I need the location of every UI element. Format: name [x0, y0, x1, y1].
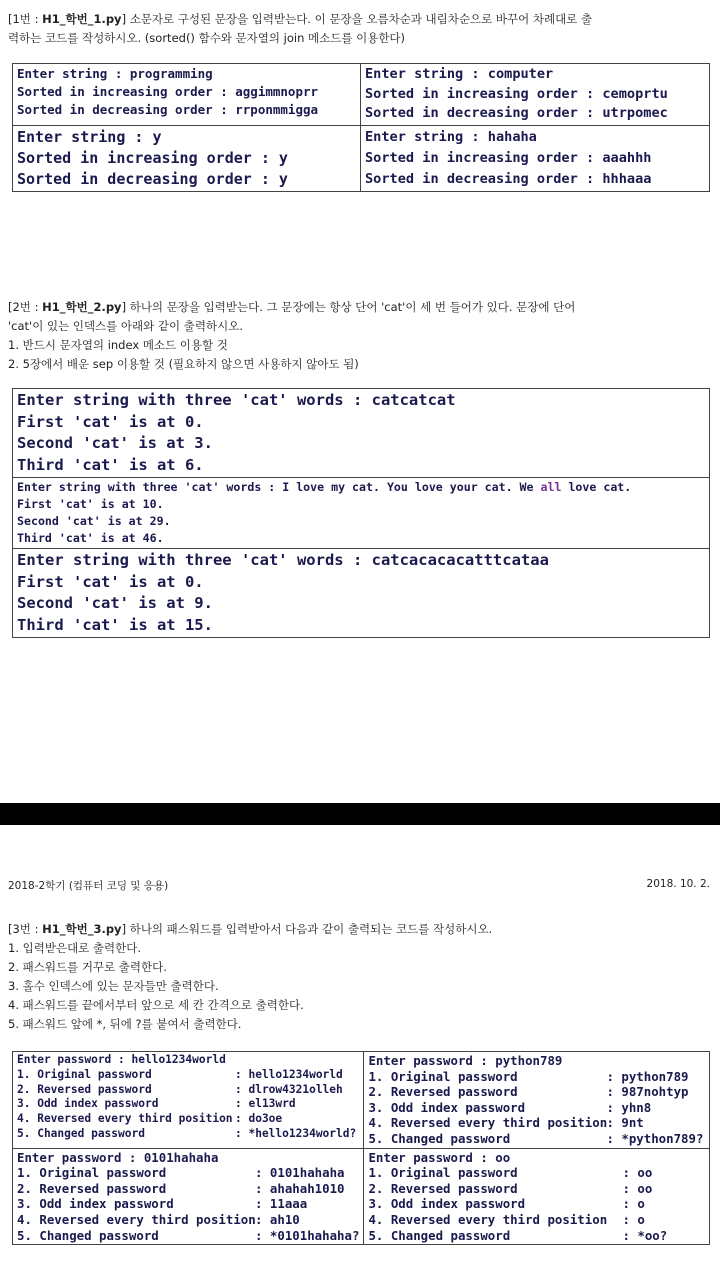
q3-value: : 11aaa	[255, 1196, 308, 1212]
q1-text-line2: 력하는 코드를 작성하시오. (sorted() 함수와 문자열의 join 메소드를 이용한다)	[8, 31, 406, 45]
q1-line: Enter string : computer	[365, 66, 554, 82]
q3-row	[17, 1097, 359, 1112]
q3-row	[368, 1165, 705, 1181]
q3-label: 5. Changed password	[368, 1130, 511, 1146]
page-divider	[0, 803, 720, 825]
q1-cell-programming	[13, 64, 361, 126]
q3-label: 3. Odd index password	[368, 1099, 526, 1115]
q3-cell-oo	[364, 1148, 710, 1245]
q3-label: 3. Odd index password	[368, 1196, 526, 1212]
q3-label: 2. Reversed password	[17, 1180, 167, 1196]
q3-value: : yhn8	[606, 1099, 652, 1115]
q3-row	[368, 1100, 705, 1116]
q3-row	[17, 1112, 359, 1127]
q3-rule-2: 2. 패스워드를 거꾸로 출력한다.	[8, 960, 167, 974]
q3-value: : do3oe	[235, 1112, 283, 1126]
q3-value: : dlrow4321olleh	[235, 1082, 343, 1096]
q3-rule-1: 1. 입력받은대로 출력한다.	[8, 941, 142, 955]
q2-line: Enter string with three 'cat' words : catcatcat	[17, 391, 456, 409]
q2-filename: H1_학번_2.py	[42, 300, 122, 314]
q3-instructions	[8, 920, 714, 1034]
q1-line: Enter string : hahaha	[365, 128, 537, 145]
q1-filename: H1_학번_1.py	[42, 12, 122, 26]
q2-line: Third 'cat' is at 6.	[17, 455, 204, 474]
q3-prefix: [3번 :	[8, 922, 43, 936]
q3-cell-0101hahaha	[13, 1148, 364, 1245]
q3-row	[368, 1212, 705, 1228]
q1-line: Sorted in decreasing order : hhhaaa	[365, 170, 652, 187]
q3-cell-hello1234world	[13, 1052, 364, 1149]
q3-row	[368, 1069, 705, 1085]
q1-line: Sorted in increasing order : y	[17, 148, 288, 167]
q1-line: Sorted in increasing order : cemoprtu	[365, 85, 668, 102]
q2-line: Second 'cat' is at 3.	[17, 434, 213, 452]
q3-label: 3. Odd index password	[17, 1196, 174, 1212]
q3-value: : ahahah1010	[255, 1180, 345, 1196]
q1-line: Sorted in decreasing order : y	[17, 169, 288, 188]
q3-cell-python789	[364, 1052, 710, 1149]
q3-label: 2. Reversed password	[368, 1180, 518, 1196]
q3-row	[17, 1196, 359, 1212]
q3-value: : *hello1234world?	[235, 1126, 357, 1140]
q3-label: 3. Odd index password	[17, 1097, 159, 1111]
q2-line: Enter string with three 'cat' words : catcacacacatttcataa	[17, 551, 549, 569]
q2-line	[17, 479, 705, 496]
q2-line: First 'cat' is at 10.	[17, 497, 164, 511]
q3-value: : *0101hahaha?	[255, 1227, 360, 1243]
q3-value: : 9nt	[606, 1115, 644, 1131]
q2-block-catcacaca	[13, 549, 710, 638]
q1-output-table	[12, 63, 710, 192]
q3-text: ] 하나의 패스워드를 입력받아서 다음과 같이 출력되는 코드를 작성하시오.	[121, 922, 493, 936]
q1-prefix: [1번 :	[8, 12, 43, 26]
q3-row	[17, 1127, 359, 1142]
page-header	[8, 878, 710, 893]
q3-value: : oo	[622, 1165, 653, 1181]
q2-rule-1: 1. 반드시 문자열의 index 메소드 이용할 것	[8, 338, 228, 352]
q3-row	[368, 1115, 705, 1131]
q2-instructions	[8, 298, 714, 374]
q2-line-part: love cat.	[561, 480, 632, 494]
q1-line: Sorted in increasing order : aaahhh	[365, 149, 652, 166]
q2-output-table	[12, 388, 710, 638]
q1-line: Sorted in decreasing order : utrpomec	[365, 105, 668, 121]
q3-row	[368, 1228, 705, 1244]
q2-line: First 'cat' is at 0.	[17, 412, 204, 431]
q2-line: First 'cat' is at 0.	[17, 572, 204, 591]
q1-line: Enter string : programming	[17, 66, 213, 81]
q3-row	[17, 1181, 359, 1197]
q3-row	[368, 1131, 705, 1147]
q2-text: ] 하나의 문장을 입력받는다. 그 문장에는 항상 단어 'cat'이 세 번 들어가 있다. 문장에 단어	[121, 300, 576, 314]
q3-label: 1. Original password	[17, 1067, 152, 1081]
q3-label: 5. Changed password	[17, 1227, 159, 1243]
q1-instructions	[8, 10, 714, 48]
q2-block-sentence	[13, 478, 710, 549]
q3-label: 5. Changed password	[17, 1126, 145, 1140]
q1-line: Enter string : y	[17, 127, 162, 146]
q3-value: : o	[622, 1196, 645, 1212]
q3-rule-3: 3. 홀수 인덱스에 있는 문자들만 출력한다.	[8, 979, 219, 993]
q3-label: 4. Reversed every third position	[368, 1211, 608, 1227]
q1-cell-hahaha	[361, 125, 710, 191]
q3-value: : *oo?	[622, 1227, 668, 1243]
q3-label: 5. Changed password	[368, 1227, 511, 1243]
header-date: 2018. 10. 2.	[646, 878, 710, 890]
q2-line: Third 'cat' is at 46.	[17, 531, 164, 545]
q1-text: ] 소문자로 구성된 문장을 입력받는다. 이 문장을 오름차순과 내림차순으로 바꾸어 차례대로 출	[121, 12, 593, 26]
q3-value: : *python789?	[606, 1130, 704, 1146]
q1-line: Sorted in decreasing order : rrponmmigga	[17, 102, 319, 117]
q3-prompt: Enter password : 0101hahaha	[17, 1149, 219, 1165]
q3-label: 4. Reversed every third position	[17, 1211, 256, 1227]
q3-label: 2. Reversed password	[368, 1084, 518, 1100]
q2-block-catcatcat	[13, 389, 710, 478]
q3-row	[368, 1181, 705, 1197]
q3-value: : el13wrd	[235, 1097, 296, 1111]
q3-label: 4. Reversed every third position	[17, 1112, 233, 1126]
q3-value: : 987nohtyp	[606, 1084, 689, 1100]
q3-prompt: Enter password : oo	[368, 1149, 511, 1165]
q2-rule-2: 2. 5장에서 배운 sep 이용할 것 (필요하지 않으면 사용하지 않아도 됨)	[8, 357, 359, 371]
q3-value: : 0101hahaha	[255, 1165, 345, 1181]
q3-rule-5: 5. 패스워드 앞에 *, 뒤에 ?를 붙여서 출력한다.	[8, 1017, 242, 1031]
q3-value: : hello1234world	[235, 1067, 343, 1081]
q3-label: 1. Original password	[368, 1068, 518, 1084]
q3-label: 1. Original password	[17, 1165, 167, 1181]
q3-prompt: Enter password : python789	[368, 1053, 563, 1068]
q3-row	[368, 1084, 705, 1100]
q1-cell-computer	[361, 64, 710, 126]
q1-cell-y	[13, 125, 361, 191]
q3-label: 2. Reversed password	[17, 1082, 152, 1096]
q2-line-part: Enter string with three 'cat' words : I love my cat. You love your cat. We	[17, 480, 541, 494]
q3-value: : o	[622, 1211, 645, 1227]
q3-prompt: Enter password : hello1234world	[17, 1053, 226, 1066]
course-title: 2018-2학기 (컴퓨터 코딩 및 응용)	[8, 880, 169, 892]
q2-line: Second 'cat' is at 9.	[17, 594, 213, 612]
q2-line: Third 'cat' is at 15.	[17, 615, 213, 634]
q3-row	[17, 1228, 359, 1244]
q3-output-table	[12, 1051, 710, 1245]
q1-line: Sorted in increasing order : aggimmnoprr	[17, 84, 319, 99]
q2-prefix: [2번 :	[8, 300, 43, 314]
q3-rule-4: 4. 패스워드를 끝에서부터 앞으로 세 칸 간격으로 출력한다.	[8, 998, 304, 1012]
q3-value: : python789	[606, 1068, 689, 1084]
q3-row	[17, 1083, 359, 1098]
q3-label: 4. Reversed every third position	[368, 1115, 608, 1131]
q3-value: : ah10	[255, 1211, 300, 1227]
q3-row	[17, 1212, 359, 1228]
q3-row	[17, 1165, 359, 1181]
q3-label: 1. Original password	[368, 1165, 518, 1181]
q3-filename: H1_학번_3.py	[42, 922, 122, 936]
q3-row	[17, 1068, 359, 1083]
q3-row	[368, 1196, 705, 1212]
q2-line: Second 'cat' is at 29.	[17, 514, 171, 528]
q2-text-line2: 'cat'이 있는 인덱스를 아래와 같이 출력하시오.	[8, 319, 243, 333]
q2-highlight-all: all	[540, 480, 562, 494]
q3-value: : oo	[622, 1180, 653, 1196]
